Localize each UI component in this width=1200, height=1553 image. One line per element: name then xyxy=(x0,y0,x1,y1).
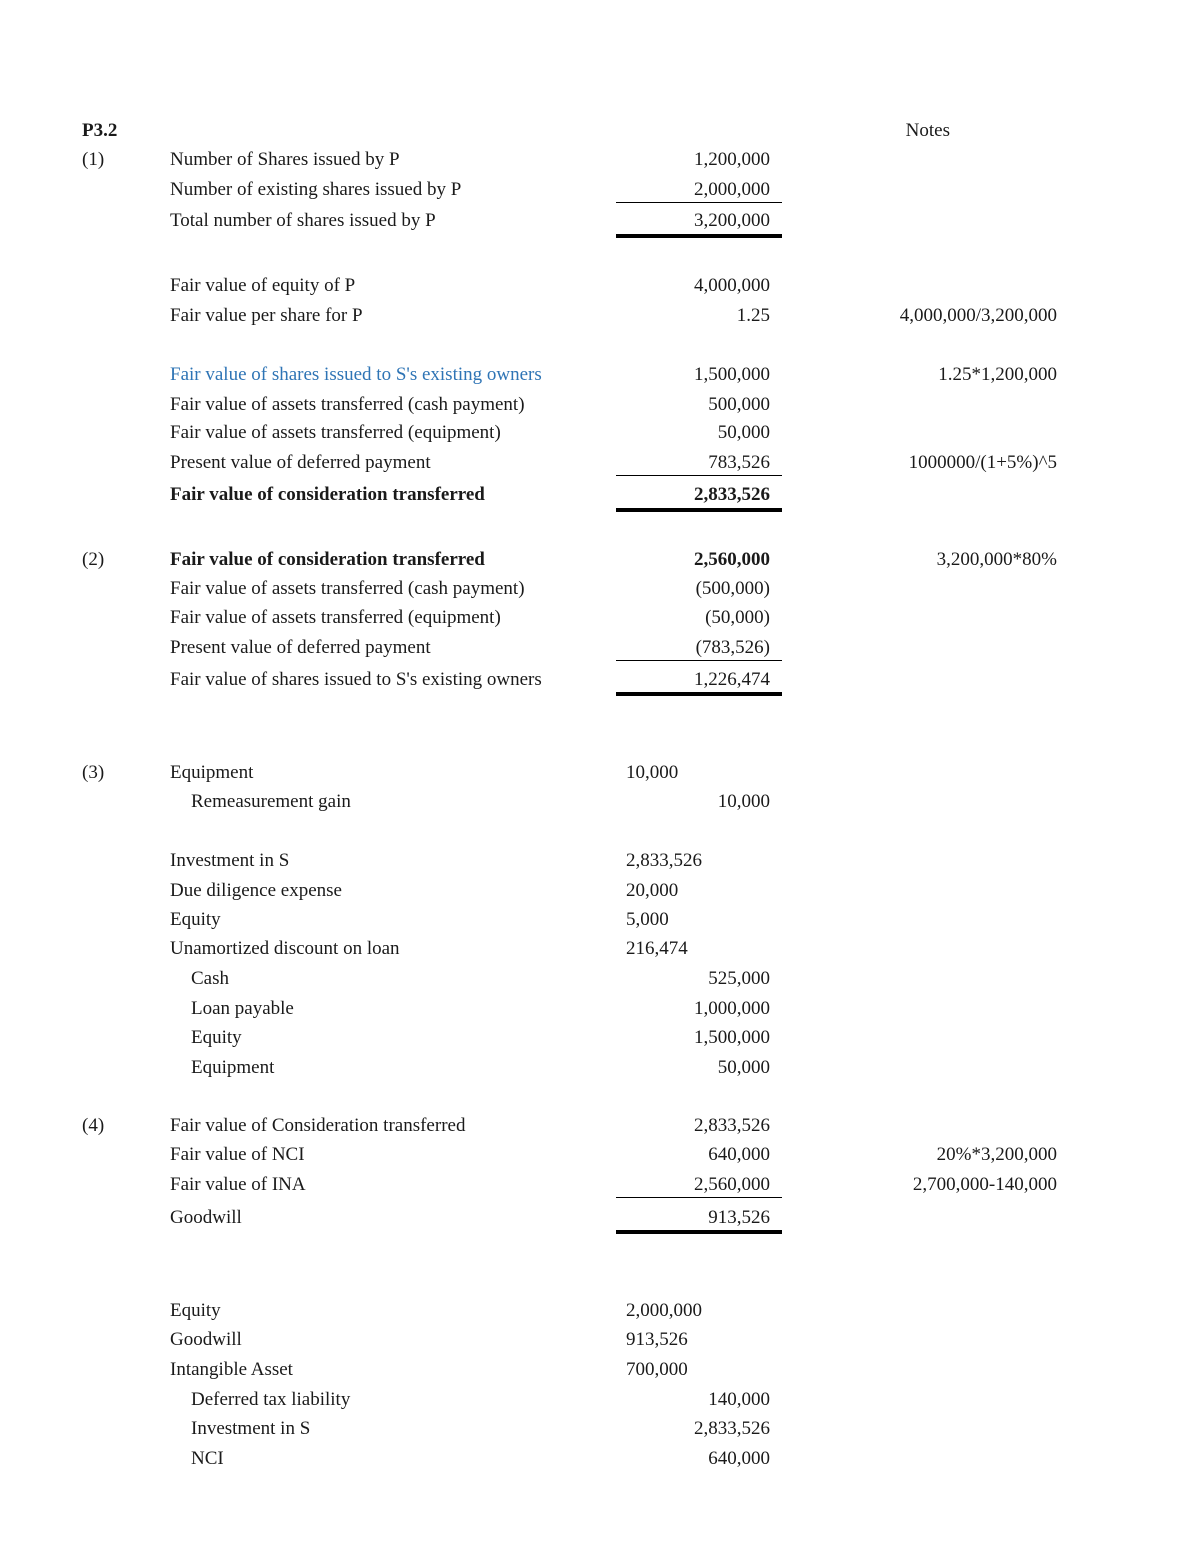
row-amount: 1,200,000 xyxy=(694,149,770,170)
debit-amount: 10,000 xyxy=(626,762,679,783)
row-amount: (50,000) xyxy=(705,607,770,628)
part1-row xyxy=(0,448,1200,477)
part2-row xyxy=(0,603,1200,632)
row-label: Fair value of equity of P xyxy=(170,275,356,296)
debit-amount: 216,474 xyxy=(626,938,688,959)
row-label: Fair value of shares issued to S's existing owners xyxy=(170,364,542,385)
journal-line xyxy=(0,1355,1200,1384)
underline xyxy=(616,660,782,661)
account-name: Remeasurement gain xyxy=(191,791,351,812)
row-amount: 2,000,000 xyxy=(694,179,770,200)
journal-line xyxy=(0,876,1200,905)
row-label: Number of Shares issued by P xyxy=(170,149,400,170)
row-amount: (500,000) xyxy=(695,578,770,599)
part2-row xyxy=(0,633,1200,662)
journal-line xyxy=(0,1296,1200,1325)
part2-total-row xyxy=(0,665,1200,694)
part4-row xyxy=(0,1170,1200,1199)
row-amount: 913,526 xyxy=(708,1207,770,1228)
part2-row xyxy=(0,574,1200,603)
row-note: 1.25*1,200,000 xyxy=(938,364,1057,385)
row-label: Fair value of assets transferred (cash payment) xyxy=(170,578,525,599)
row-amount: 1,226,474 xyxy=(694,669,770,690)
journal-line xyxy=(0,1023,1200,1052)
account-name: Equipment xyxy=(191,1057,275,1078)
journal-line xyxy=(0,994,1200,1023)
account-name: Equity xyxy=(170,909,221,930)
row-label: Present value of deferred payment xyxy=(170,452,431,473)
underline xyxy=(616,475,782,476)
debit-amount: 2,833,526 xyxy=(626,850,702,871)
part1-row xyxy=(0,206,1200,235)
row-amount: 1,500,000 xyxy=(694,364,770,385)
row-note: 20%*3,200,000 xyxy=(936,1144,1057,1165)
row-label: Fair value of assets transferred (cash payment) xyxy=(170,394,525,415)
row-amount: 2,833,526 xyxy=(694,484,770,505)
row-label: Fair value of shares issued to S's existing owners xyxy=(170,669,542,690)
row-note: 3,200,000*80% xyxy=(936,549,1057,570)
debit-amount: 700,000 xyxy=(626,1359,688,1380)
account-name: Equipment xyxy=(170,762,254,783)
account-name: Unamortized discount on loan xyxy=(170,938,400,959)
debit-amount: 20,000 xyxy=(626,880,679,901)
part1-label: (1) xyxy=(82,149,105,170)
journal-line xyxy=(0,964,1200,993)
row-note: 4,000,000/3,200,000 xyxy=(899,305,1057,326)
row-label: Fair value per share for P xyxy=(170,305,363,326)
credit-amount: 525,000 xyxy=(708,968,770,989)
part1-row xyxy=(0,390,1200,419)
journal-line xyxy=(0,846,1200,875)
part1-row xyxy=(0,271,1200,300)
credit-amount: 2,833,526 xyxy=(694,1418,770,1439)
row-label: Fair value of consideration transferred xyxy=(170,549,485,570)
credit-amount: 1,000,000 xyxy=(694,998,770,1019)
account-name: Cash xyxy=(191,968,229,989)
part2-row xyxy=(0,545,1200,574)
underline xyxy=(616,202,782,203)
account-name: Investment in S xyxy=(191,1418,311,1439)
row-label: Present value of deferred payment xyxy=(170,637,431,658)
row-label: Fair value of consideration transferred xyxy=(170,484,485,505)
part3-label: (3) xyxy=(82,762,105,783)
journal-line xyxy=(0,905,1200,934)
double-underline xyxy=(616,1230,782,1234)
row-amount: 50,000 xyxy=(717,422,770,443)
journal-line xyxy=(0,787,1200,816)
row-amount: 4,000,000 xyxy=(694,275,770,296)
double-underline xyxy=(616,692,782,696)
row-amount: 2,560,000 xyxy=(694,549,770,570)
account-name: Due diligence expense xyxy=(170,880,342,901)
notes-header: Notes xyxy=(905,120,950,141)
account-name: Intangible Asset xyxy=(170,1359,293,1380)
double-underline xyxy=(616,508,782,512)
debit-amount: 2,000,000 xyxy=(626,1300,702,1321)
row-label: Total number of shares issued by P xyxy=(170,210,436,231)
row-amount: 2,833,526 xyxy=(694,1115,770,1136)
credit-amount: 10,000 xyxy=(717,791,770,812)
journal-line xyxy=(0,934,1200,963)
journal-line xyxy=(0,1325,1200,1354)
part1-row xyxy=(0,418,1200,447)
journal-line xyxy=(0,1444,1200,1473)
credit-amount: 1,500,000 xyxy=(694,1027,770,1048)
journal-line xyxy=(0,758,1200,787)
account-name: Equity xyxy=(191,1027,242,1048)
account-name: Goodwill xyxy=(170,1329,242,1350)
part4-row xyxy=(0,1140,1200,1169)
row-label: Fair value of NCI xyxy=(170,1144,305,1165)
account-name: Loan payable xyxy=(191,998,294,1019)
part1-row xyxy=(0,145,1200,174)
debit-amount: 5,000 xyxy=(626,909,669,930)
account-name: Deferred tax liability xyxy=(191,1389,351,1410)
row-amount: 640,000 xyxy=(708,1144,770,1165)
row-label: Fair value of assets transferred (equipment) xyxy=(170,422,501,443)
credit-amount: 140,000 xyxy=(708,1389,770,1410)
part2-label: (2) xyxy=(82,549,105,570)
part1-row xyxy=(0,175,1200,204)
journal-line xyxy=(0,1053,1200,1082)
problem-title: P3.2 xyxy=(82,120,118,141)
double-underline xyxy=(616,234,782,238)
credit-amount: 640,000 xyxy=(708,1448,770,1469)
row-amount: 783,526 xyxy=(708,452,770,473)
row-label: Number of existing shares issued by P xyxy=(170,179,462,200)
row-amount: 2,560,000 xyxy=(694,1174,770,1195)
part4-row xyxy=(0,1111,1200,1140)
row-note: 1000000/(1+5%)^5 xyxy=(908,452,1057,473)
row-note: 2,700,000-140,000 xyxy=(912,1174,1057,1195)
underline xyxy=(616,1197,782,1198)
part4-label: (4) xyxy=(82,1115,105,1136)
header-row xyxy=(0,116,1200,145)
row-label: Fair value of INA xyxy=(170,1174,306,1195)
journal-line xyxy=(0,1385,1200,1414)
part4-total-row xyxy=(0,1203,1200,1232)
row-label: Fair value of Consideration transferred xyxy=(170,1115,466,1136)
row-amount: 3,200,000 xyxy=(694,210,770,231)
row-amount: 500,000 xyxy=(708,394,770,415)
debit-amount: 913,526 xyxy=(626,1329,688,1350)
row-amount: 1.25 xyxy=(736,305,770,326)
credit-amount: 50,000 xyxy=(717,1057,770,1078)
row-amount: (783,526) xyxy=(695,637,770,658)
part1-row xyxy=(0,301,1200,330)
account-name: NCI xyxy=(191,1448,224,1469)
journal-line xyxy=(0,1414,1200,1443)
part1-total-row xyxy=(0,480,1200,509)
account-name: Investment in S xyxy=(170,850,290,871)
row-label: Goodwill xyxy=(170,1207,242,1228)
account-name: Equity xyxy=(170,1300,221,1321)
row-label: Fair value of assets transferred (equipment) xyxy=(170,607,501,628)
part1-row xyxy=(0,360,1200,389)
